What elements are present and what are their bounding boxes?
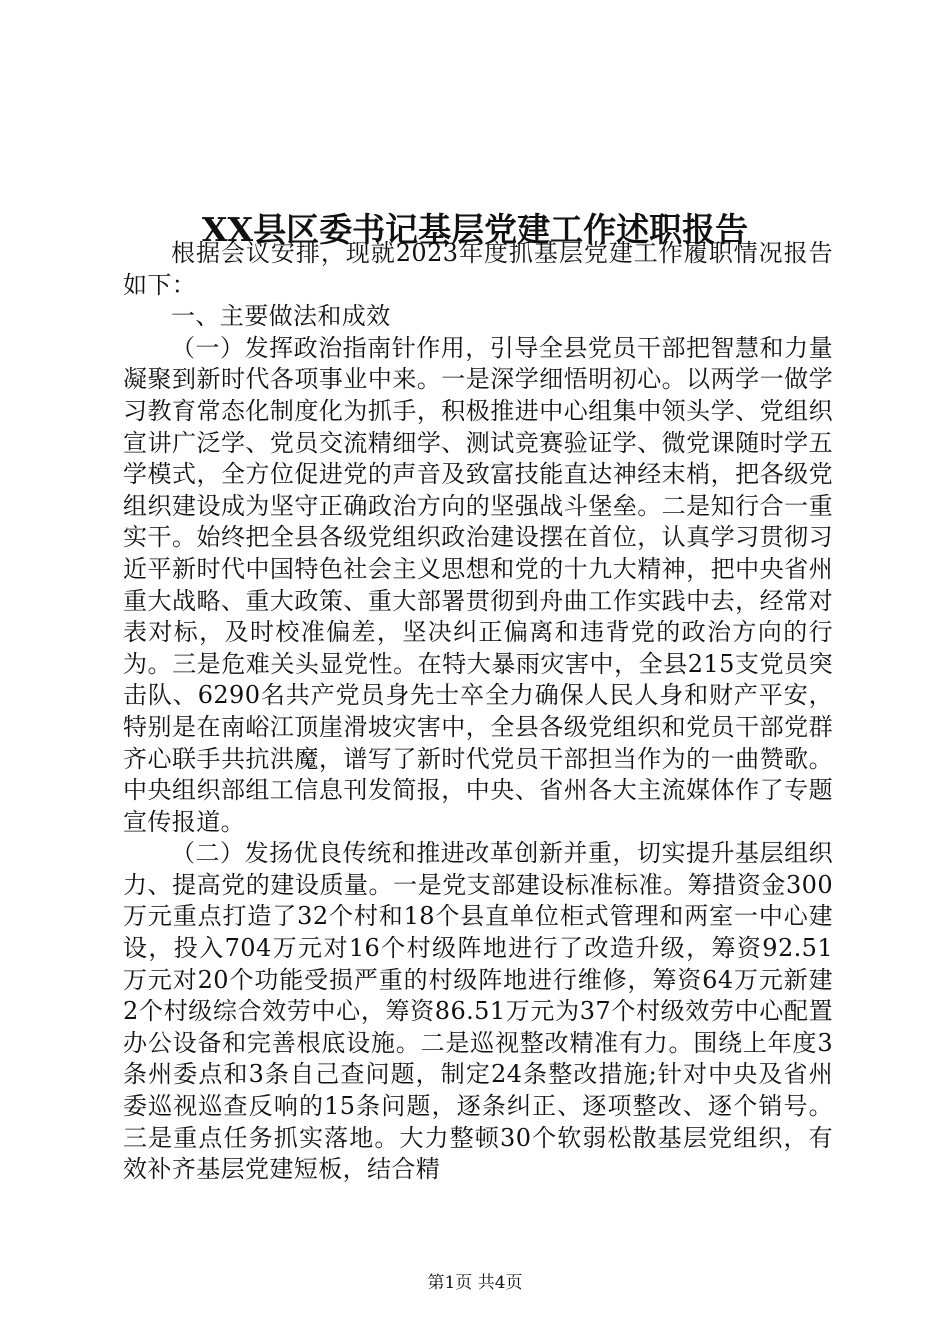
document-title: XX县区委书记基层党建工作述职报告 [201, 210, 749, 250]
section-heading: 一、主要做法和成效 [171, 302, 391, 331]
intro-paragraph: 根据会议安排，现就2023年度抓基层党建工作履职情况报告如下： [123, 239, 833, 299]
body-paragraph-2: （二）发扬优良传统和推进改革创新并重，切实提升基层组织力、提高党的建设质量。一是党支部建设标准标准。筹措资金300万元重点打造了32个村和18个县直单位柜式管理和两室一中心建设，投入704万元对16个村级阵地进行了改造升级，筹资92.51万元对20个功能受损严重的村级阵地进行维修，筹资64万元新建2个村级综合效劳中心，筹资86.51万元为37个村级效劳中心配置办公设备和完善根底设施。二是巡视整改精准有力。围绕上年度3条州委点和3条自己查问题，制定24条整改措施;针对中央及省州委巡视巡查反响的15条问题，逐条纠正、逐项整改、逐个销号。三是重点任务抓实落地。大力整顿30个软弱松散基层党组织，有效补齐基层党建短板，结合精 [123, 839, 833, 1184]
page-footer: 第1页 共4页 [427, 1273, 523, 1293]
body-paragraph-1: （一）发挥政治指南针作用，引导全县党员干部把智慧和力量凝聚到新时代各项事业中来。一是深学细悟明初心。以两学一做学习教育常态化制度化为抓手，积极推进中心组集中领头学、党组织宣讲广泛学、党员交流精细学、测试竞赛验证学、微党课随时学五学模式，全方位促进党的声音及致富技能直达神经末梢，把各级党组织建设成为坚守正确政治方向的坚强战斗堡垒。二是知行合一重实干。始终把全县各级党组织政治建设摆在首位，认真学习贯彻习近平新时代中国特色社会主义思想和党的十九大精神，把中央省州重大战略、重大政策、重大部署贯彻到舟曲工作实践中去，经常对表对标，及时校准偏差，坚决纠正偏离和违背党的政治方向的行为。三是危难关头显党性。在特大暴雨灾害中，全县215支党员突击队、6290名共产党员身先士卒全力确保人民人身和财产平安，特别是在南峪江顶崖滑坡灾害中，全县各级党组织和党员干部党群齐心联手共抗洪魔，谱写了新时代党员干部担当作为的一曲赞歌。中央组织部组工信息刊发简报，中央、省州各大主流媒体作了专题宣传报道。 [123, 333, 833, 836]
document-body [123, 238, 833, 1186]
